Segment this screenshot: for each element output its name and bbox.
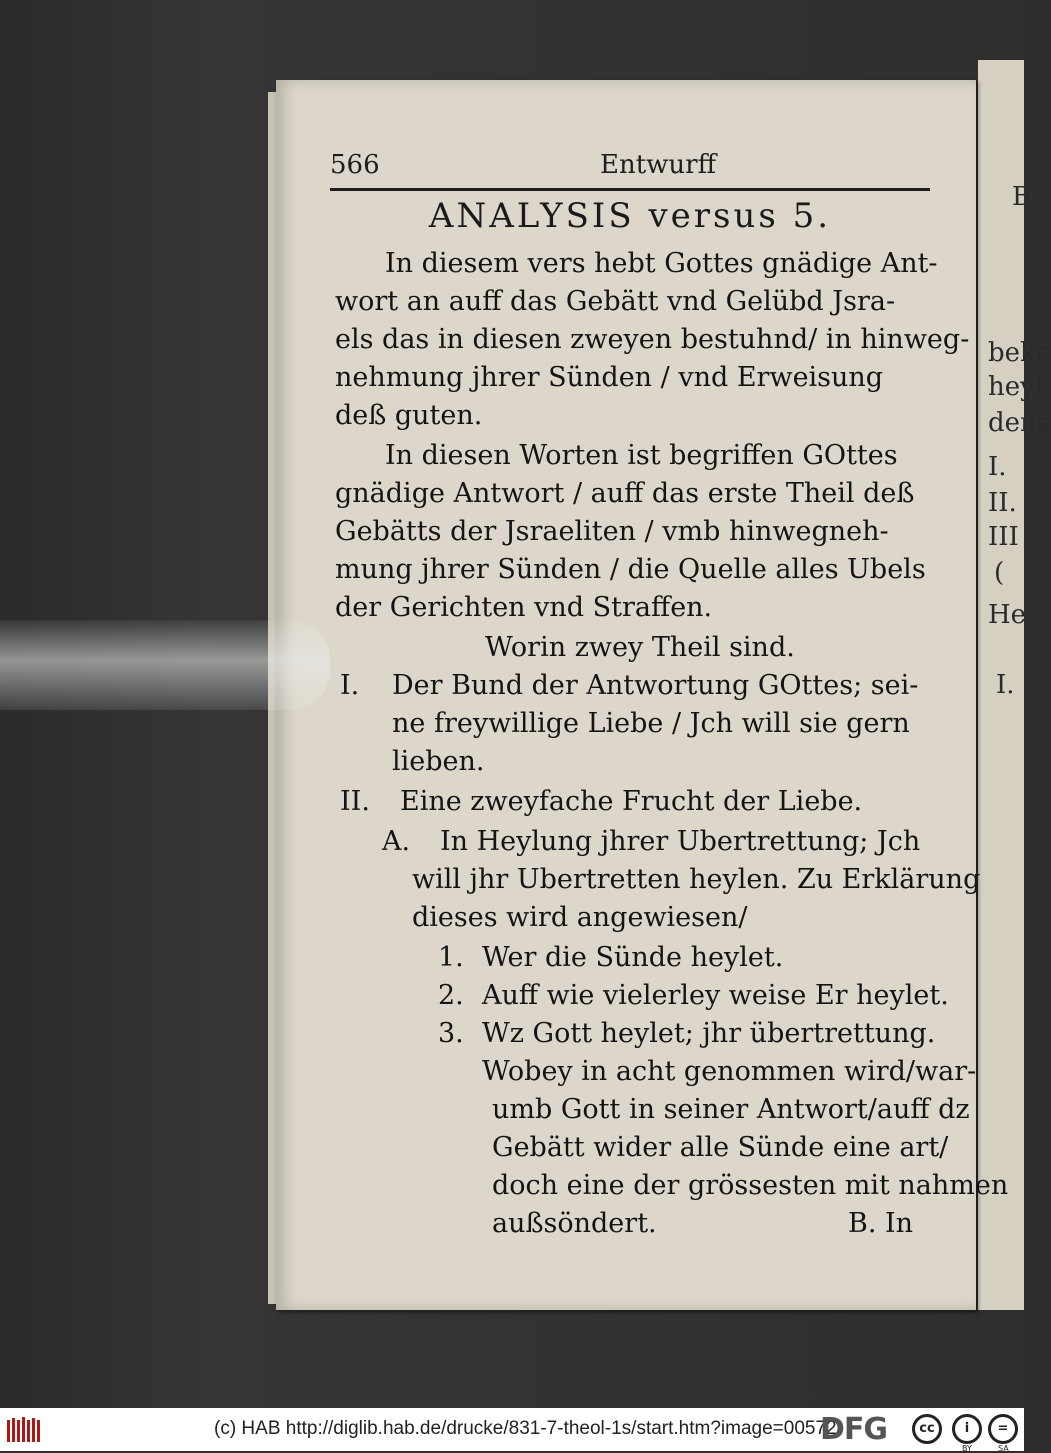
text-line: Wer die Sünde heylet. [482, 942, 784, 973]
text-line: deß guten. [335, 400, 483, 431]
text-line: der Gerichten vnd Straffen. [335, 592, 713, 623]
text-line: els das in diesen zweyen bestuhnd/ in hinweg- [335, 324, 970, 355]
text-line: Wobey in acht genommen wird/war- [482, 1056, 977, 1087]
text-line: Auff wie vielerley weise Er heylet. [482, 980, 949, 1011]
hab-logo-icon[interactable] [6, 1416, 42, 1444]
text-line: Wz Gott heylet; jhr übertrettung. [482, 1018, 936, 1049]
part-marker: I. [340, 670, 360, 701]
text-line: In diesem vers hebt Gottes gnädige Ant- [385, 248, 938, 279]
item-marker: 3. [438, 1018, 464, 1049]
dfg-logo[interactable]: DFG [820, 1412, 888, 1447]
text-line: will jhr Ubertretten heylen. Zu Erklärung [412, 864, 981, 895]
by-attribution-icon[interactable]: i [952, 1414, 982, 1444]
share-alike-icon[interactable]: = [988, 1414, 1018, 1444]
text-line: umb Gott in seiner Antwort/auff dz [492, 1094, 970, 1125]
text-line: Der Bund der Antwortung GOttes; sei- [392, 670, 919, 701]
facing-fragment: ( [994, 558, 1005, 588]
facing-page [978, 60, 1051, 1310]
running-title: Entwurff [600, 150, 717, 180]
text-line: außsöndert. [492, 1208, 657, 1239]
facing-fragment: I. [996, 670, 1015, 700]
footer-bar [0, 1408, 1024, 1451]
page-number: 566 [330, 150, 380, 180]
facing-fragment: dens [988, 408, 1051, 438]
facing-fragment: III [988, 522, 1019, 552]
header-rule [330, 188, 930, 191]
facing-fragment: He [988, 600, 1027, 630]
division-heading: Worin zwey Theil sind. [485, 632, 795, 663]
text-line: nehmung jhrer Sünden / vnd Erweisung [335, 362, 884, 393]
text-line: In Heylung jhrer Ubertrettung; Jch [440, 826, 921, 857]
cc-license-icon[interactable]: cc [912, 1414, 942, 1444]
subpart-marker: A. [382, 826, 411, 857]
part-marker: II. [340, 786, 370, 817]
copyright-link[interactable]: (c) HAB http://diglib.hab.de/drucke/831-7-theol-1s/start.htm?image=00572 [214, 1418, 837, 1439]
item-marker: 1. [438, 942, 464, 973]
facing-fragment: II. [988, 488, 1017, 518]
section-title: ANALYSIS versus 5. [428, 196, 832, 236]
text-line: lieben. [392, 746, 485, 777]
facing-fragment: B [1012, 182, 1032, 212]
sa-label: SA [998, 1444, 1009, 1453]
text-line: In diesen Worten ist begriffen GOttes [385, 440, 898, 471]
light-glare [0, 620, 330, 710]
facing-fragment: I. [988, 452, 1007, 482]
text-line: Gebätt wider alle Sünde eine art/ [492, 1132, 949, 1163]
text-line: gnädige Antwort / auff das erste Theil deß [335, 478, 915, 509]
text-line: Eine zweyfache Frucht der Liebe. [400, 786, 863, 817]
catchword: B. In [848, 1208, 914, 1239]
item-marker: 2. [438, 980, 464, 1011]
by-label: BY [962, 1444, 972, 1453]
text-line: mung jhrer Sünden / die Quelle alles Ubels [335, 554, 926, 585]
text-line: ne freywillige Liebe / Jch will sie gern [392, 708, 910, 739]
text-line: dieses wird angewiesen/ [412, 902, 748, 933]
facing-fragment: heyl [988, 372, 1044, 402]
text-line: Gebätts der Jsraeliten / vmb hinwegneh- [335, 516, 889, 547]
facing-fragment: beke [988, 338, 1051, 368]
text-line: wort an auff das Gebätt vnd Gelübd Jsra- [335, 286, 896, 317]
text-line: doch eine der grössesten mit nahmen [492, 1170, 1009, 1201]
